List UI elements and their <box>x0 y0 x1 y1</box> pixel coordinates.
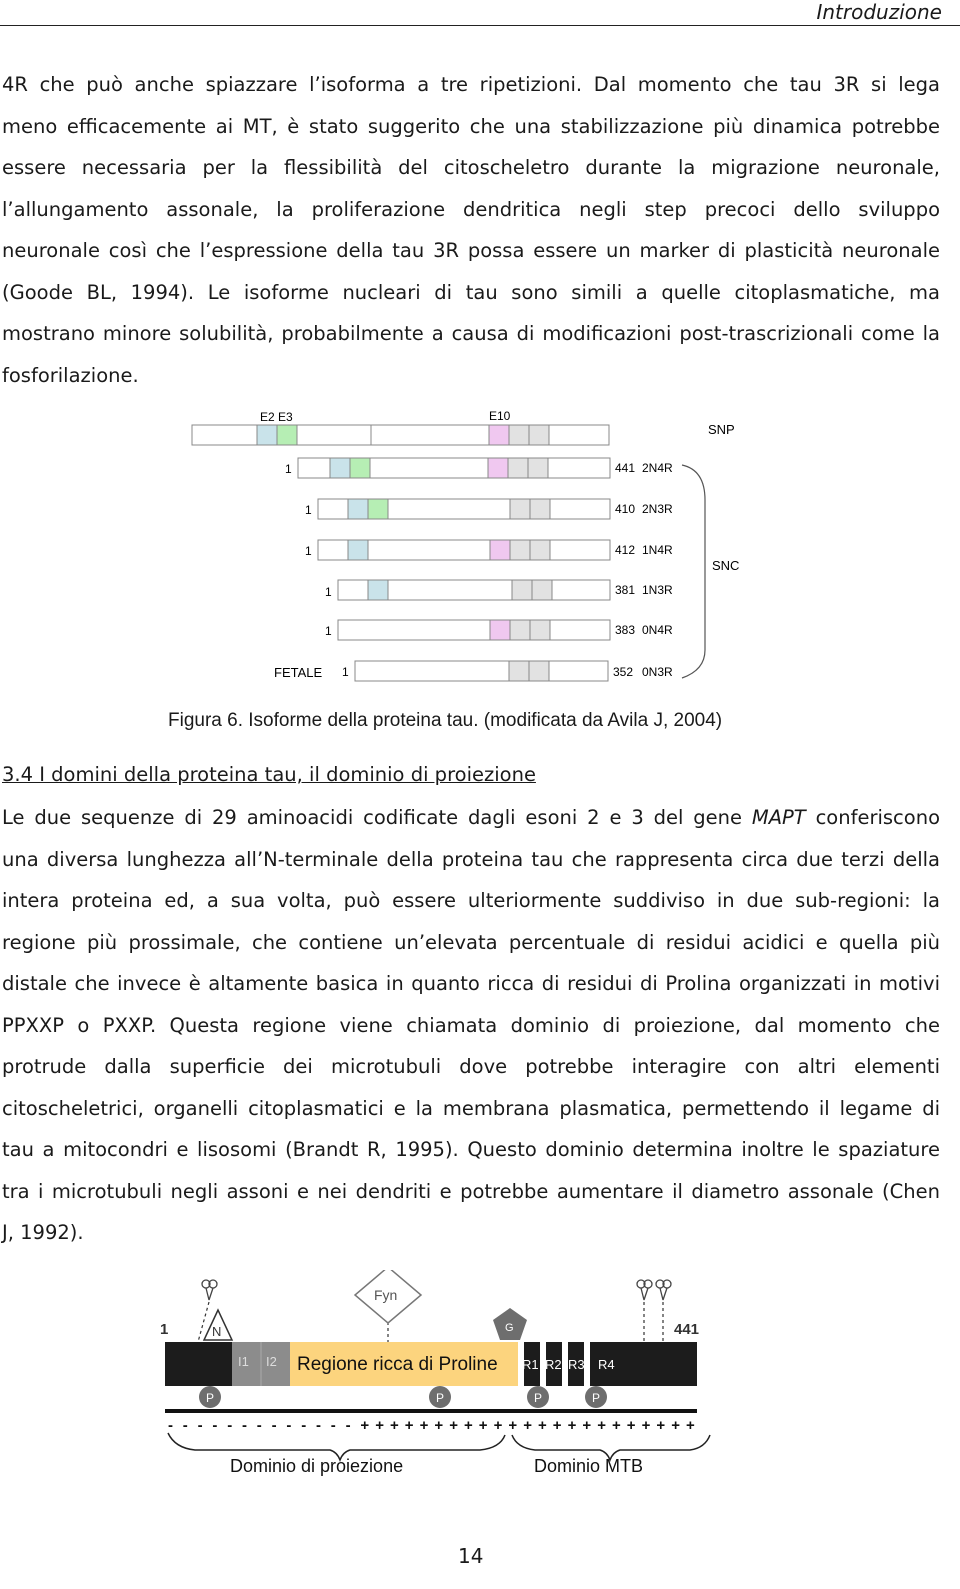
group-label-fetale: FETALE <box>274 665 323 680</box>
text-segment: Le due sequenze di 29 aminoacidi codificate dagli esoni 2 e 3 del gene <box>2 806 752 829</box>
running-header: Introduzione <box>816 0 942 24</box>
isoform-name: 2N4R <box>642 461 673 475</box>
isoform-name: 0N3R <box>642 665 673 679</box>
charge-symbol: + <box>375 1417 384 1434</box>
insert-label-i2: I2 <box>266 1354 277 1369</box>
text-line: distale che invece è altamente basica in quanto ricca di residui di Prolina organizzati in motivi <box>2 972 940 995</box>
mtb-domain-label: Dominio MTB <box>534 1456 644 1476</box>
text-line: PPXXP o PXXP. Questa regione viene chiamata dominio di proiezione, dal momento che <box>2 1013 940 1037</box>
isoform-name: 2N3R <box>642 502 673 516</box>
charge-symbol: - <box>271 1417 277 1434</box>
projection-domain-label: Dominio di proiezione <box>230 1456 404 1476</box>
end-residue: 441 <box>674 1321 700 1338</box>
charge-symbol: + <box>641 1417 651 1434</box>
charge-symbol: - <box>316 1417 321 1434</box>
charge-symbol: - <box>345 1417 351 1434</box>
charge-symbol: + <box>464 1417 473 1434</box>
charge-symbol: + <box>538 1417 547 1434</box>
isoform-start: 1 <box>325 585 332 599</box>
paragraph-projection-domain <box>2 797 940 1254</box>
isoform-name: 1N3R <box>642 583 673 597</box>
repeat-label-r1: R1 <box>522 1357 539 1372</box>
isoform-row-1N4R <box>318 540 610 560</box>
page-number: 14 <box>458 1544 484 1568</box>
text-line: mostrano minore solubilità, probabilmente a causa di modificazioni post-trascrizionali come la <box>2 322 940 345</box>
g-label: G <box>505 1322 514 1334</box>
proline-region-label: Regione ricca di Proline <box>297 1354 498 1375</box>
bracket-snc <box>682 465 705 678</box>
charge-symbol: - <box>301 1417 307 1434</box>
charge-symbol: + <box>390 1417 399 1434</box>
charge-symbol: + <box>478 1417 488 1434</box>
p-label: P <box>592 1391 601 1405</box>
isoform-length: 441 <box>615 461 636 475</box>
text-line: essere necessaria per la flessibilità del citoscheletro durante la migrazione neuronale, <box>2 156 940 179</box>
text-line: tau a mitocondri e lisosomi (Brandt R, 1995). Questo dominio determina inoltre le spaziature <box>2 1138 940 1161</box>
figure-tau-domains <box>0 1270 960 1490</box>
charge-symbol: - <box>168 1417 173 1434</box>
section-heading: 3.4 I domini della proteina tau, il dominio di proiezione <box>2 763 536 786</box>
isoform-bar-snp <box>192 425 609 445</box>
charge-symbol: - <box>286 1417 292 1434</box>
isoform-start: 1 <box>325 624 332 638</box>
isoform-start: 1 <box>342 665 349 679</box>
group-label-snc: SNC <box>712 558 740 573</box>
charge-symbol: + <box>360 1417 370 1434</box>
charge-symbol: + <box>612 1417 621 1434</box>
repeat-label-r2: R2 <box>545 1357 562 1372</box>
phosphorylation-sites <box>199 1386 607 1408</box>
charge-symbol: - <box>227 1417 233 1434</box>
exon-label-e10: E10 <box>489 409 511 423</box>
charge-symbol: - <box>182 1417 188 1434</box>
figure-tau-isoforms <box>0 400 960 700</box>
charge-symbol: - <box>330 1417 336 1434</box>
charge-symbol: + <box>582 1417 592 1434</box>
charge-symbol: + <box>656 1417 666 1434</box>
isoform-name: 1N4R <box>642 543 673 557</box>
charge-symbol: - <box>212 1417 218 1434</box>
isoform-name: 0N4R <box>642 623 673 637</box>
charge-symbol: - <box>197 1417 203 1434</box>
p-label: P <box>436 1391 445 1405</box>
charge-symbol: + <box>686 1417 695 1434</box>
isoform-row-2N3R <box>318 499 610 519</box>
text-line: tra i microtubuli negli assoni e nei dendriti e potrebbe aumentare il diametro assonale (Chen <box>2 1179 940 1203</box>
text-line: una diversa lunghezza all’N-terminale della proteina tau che rappresenta circa due terzi della <box>2 847 940 871</box>
charge-symbol: + <box>508 1417 518 1434</box>
isoform-length: 410 <box>615 502 636 516</box>
repeat-label-r4: R4 <box>598 1357 615 1372</box>
charge-symbol: + <box>404 1417 414 1434</box>
isoform-row-1N3R <box>338 580 610 600</box>
n-terminal-label: N <box>212 1324 222 1339</box>
p-label: P <box>206 1391 215 1405</box>
charge-symbol: + <box>597 1417 606 1434</box>
text-line: intera proteina ed, a sua volta, può essere ulteriormente suddiviso in due sub-regioni: la <box>2 889 940 912</box>
charge-symbol: + <box>523 1417 532 1434</box>
text-line: J, 1992). <box>2 1221 84 1244</box>
isoform-length: 412 <box>615 543 636 557</box>
text-line: fosforilazione. <box>2 363 139 387</box>
repeat-label-r3: R3 <box>568 1357 585 1372</box>
isoform-length: 352 <box>613 665 634 679</box>
text-line: l’allungamento assonale, la proliferazione dendritica negli step precoci dello sviluppo <box>2 197 940 221</box>
charge-symbol: + <box>671 1417 680 1434</box>
text-line: meno efficacemente ai MT, è stato suggerito che una stabilizzazione più dinamica potrebbe <box>2 114 940 138</box>
isoform-row-2N4R <box>298 458 610 478</box>
charge-symbol: + <box>552 1417 562 1434</box>
text-line: neuronale così che l’espressione della tau 3R possa essere un marker di plasticità neuronale <box>2 239 940 262</box>
text-line: regione più prossimale, che contiene un’elevata percentuale di residui acidici e quella più <box>2 930 940 954</box>
gene-name: MAPT <box>751 806 806 829</box>
isoform-start: 1 <box>305 503 312 517</box>
charge-symbol: + <box>434 1417 444 1434</box>
text-line <box>2 797 940 839</box>
figure-caption: Figura 6. Isoforme della proteina tau. (modificata da Avila J, 2004) <box>168 710 723 731</box>
text-line: 4R che può anche spiazzare l’isoforma a tre ripetizioni. Dal momento che tau 3R si lega <box>2 73 940 96</box>
cleavage-site-icons <box>202 1280 671 1300</box>
isoform-row-0N4R <box>338 620 610 640</box>
charge-symbol: + <box>493 1417 503 1434</box>
start-residue: 1 <box>160 1321 169 1338</box>
isoform-start: 1 <box>285 462 292 476</box>
text-line: citoscheletrici, organelli citoplasmatici e la membrana plasmatica, permettendo il legame di <box>2 1096 940 1120</box>
fyn-label: Fyn <box>374 1287 398 1303</box>
charge-row <box>165 1411 697 1434</box>
charge-symbol: + <box>567 1417 577 1434</box>
text-line: protrude dalla superficie dei microtubuli dove potrebbe interagire con altri elementi <box>2 1055 940 1078</box>
text-segment: conferiscono <box>805 806 940 829</box>
insert-label-i1: I1 <box>238 1354 249 1369</box>
isoform-length: 381 <box>615 583 636 597</box>
site-dashes <box>198 1302 663 1342</box>
paragraph-isoforms <box>2 64 940 396</box>
charge-symbol: + <box>449 1417 458 1434</box>
charge-symbol: + <box>419 1417 429 1434</box>
charge-symbol: + <box>626 1417 636 1434</box>
p-label: P <box>534 1391 543 1405</box>
header-rule <box>0 25 960 26</box>
isoform-start: 1 <box>305 544 312 558</box>
isoform-length: 383 <box>615 623 636 637</box>
isoform-row-0N3R <box>355 661 608 681</box>
exon-label-e2e3: E2 E3 <box>260 410 293 424</box>
text-line: (Goode BL, 1994). Le isoforme nucleari di tau sono simili a quelle citoplasmatiche, ma <box>2 280 940 304</box>
group-label-snp: SNP <box>708 422 735 437</box>
charge-symbol: - <box>256 1417 262 1434</box>
charge-symbol: - <box>242 1417 247 1434</box>
